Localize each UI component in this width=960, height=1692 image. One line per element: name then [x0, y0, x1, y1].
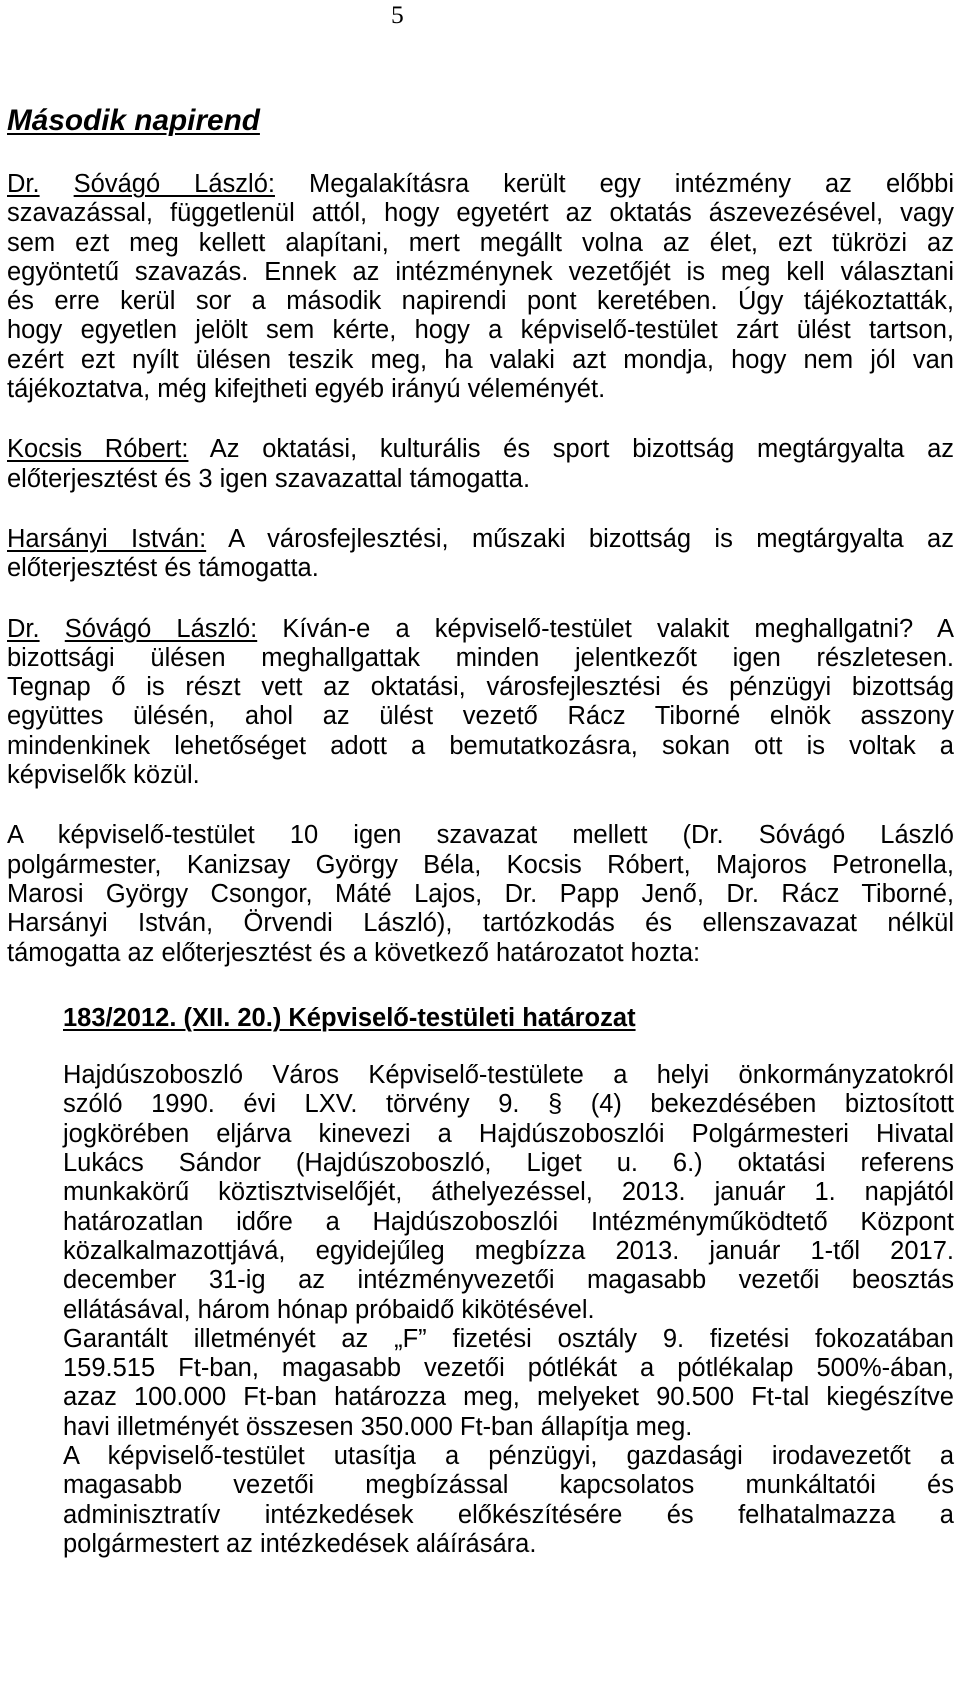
text-line: együttes ülésén, ahol az ülést vezető Rácz Tiborné elnök asszony [7, 702, 954, 731]
line-text: Megalakításra került egy intézmény az előbbi [309, 170, 955, 198]
speaker-name: Sóvágó László: [64, 614, 258, 643]
resolution-line: azaz 100.000 Ft-ban határozza meg, melyeket 90.500 Ft-tal kiegészítve [63, 1383, 954, 1412]
text-line [7, 615, 954, 644]
speaker-title: Dr. [7, 170, 40, 198]
resolution-title [63, 1004, 954, 1033]
text-line: Marosi György Csongor, Máté Lajos, Dr. Papp Jenő, Dr. Rácz Tiborné, [7, 879, 954, 908]
text-line: előterjesztést és 3 igen szavazattal támogatta. [7, 464, 531, 493]
text-line: ezért ezt nyílt ülésen teszik meg, ha valaki azt mondja, hogy nem jól van [7, 345, 954, 374]
text-line: sem ezt meg kellett alapítani, mert megállt volna az élet, ezt tükrözi az [7, 228, 954, 257]
text-line: Harsányi István, Örvendi László), tartózkodás és ellenszavazat nélkül [7, 909, 954, 938]
text-line: egyöntetű szavazás. Ennek az intézménynek vezetőjét is meg kell választani [7, 257, 954, 286]
resolution-paragraph [63, 1325, 954, 1442]
resolution-line: közalkalmazottjává, egyidejűleg megbízza 2013. január 1-től 2017. [63, 1236, 954, 1265]
text-line: tájékoztatva, még kifejtheti egyéb irányú véleményét. [7, 375, 606, 404]
speaker-name: Kocsis Róbert: [7, 435, 189, 464]
line-text: Kíván-e a képviselő-testület valakit meghallgatni? A [282, 614, 954, 643]
text-line: támogatta az előterjesztést és a következő határozatot hozta: [7, 938, 701, 967]
text-line: bizottsági ülésen meghallgattak minden jelentkezőt igen részletesen. [7, 643, 954, 672]
page-number: 5 [391, 0, 404, 29]
text-line: hogy egyetlen jelölt sem kérte, hogy a képviselő-testület zárt ülést tartson, [7, 316, 954, 345]
section-heading: Második napirend [7, 104, 260, 137]
text-line: előterjesztést és támogatta. [7, 554, 319, 583]
document-body [7, 170, 954, 1559]
resolution-paragraph [63, 1442, 954, 1559]
text-line: szavazással, függetlenül attól, hogy egyetért az oktatás ászevezésével, vagy [7, 199, 954, 228]
resolution-line: havi illetményét összesen 350.000 Ft-ban állapítja meg. [63, 1412, 693, 1441]
text-line: mindenkinek lehetőséget adott a bemutatkozásra, sokan ott is voltak a [7, 731, 954, 760]
resolution-line: magasabb vezetői megbízással kapcsolatos munkáltatói és [63, 1471, 954, 1500]
text-line [7, 170, 954, 199]
resolution-line: Lukács Sándor (Hajdúszoboszló, Liget u. 6.) oktatási referens [63, 1149, 954, 1178]
speech-paragraph [7, 525, 954, 584]
resolution-line: A képviselő-testület utasítja a pénzügyi, gazdasági irodavezetőt a [63, 1441, 954, 1470]
speaker-name: Sóvágó László: [73, 170, 275, 198]
text-line [7, 435, 954, 464]
resolution-line: Hajdúszoboszló Város Képviselő-testülete a helyi önkormányzatokról [63, 1061, 954, 1090]
resolution-line: adminisztratív intézkedések előkészítésére és felhatalmazza a [63, 1500, 954, 1529]
resolution-line: polgármestert az intézkedések aláírására. [63, 1529, 537, 1558]
speech-paragraph [7, 435, 954, 494]
text-line [7, 525, 954, 554]
line-text: A városfejlesztési, műszaki bizottság is megtárgyalta az [228, 524, 954, 553]
text-line: és erre kerül sor a második napirendi pont keretében. Úgy tájékoztatták, [7, 287, 954, 316]
text-line: polgármester, Kanizsay György Béla, Kocsis Róbert, Majoros Petronella, [7, 850, 954, 879]
resolution-line: december 31-ig az intézményvezetői magasabb vezetői beosztás [63, 1266, 954, 1295]
resolution-line: munkakörű köztisztviselőjét, áthelyezéssel, 2013. január 1. napjától [63, 1178, 954, 1207]
text-line: Tegnap ő is részt vett az oktatási, városfejlesztési és pénzügyi bizottság [7, 673, 954, 702]
resolution-paragraph [63, 1061, 954, 1325]
text-line: képviselők közül. [7, 761, 200, 790]
resolution-line: jogkörében eljárva kinevezi a Hajdúszoboszlói Polgármesteri Hivatal [63, 1119, 954, 1148]
resolution-line: ellátásával, három hónap próbaidő kikötésével. [63, 1295, 595, 1324]
resolution [63, 1004, 954, 1559]
line-text: Az oktatási, kulturális és sport bizottság megtárgyalta az [209, 435, 954, 464]
speaker-title: Dr. [7, 614, 40, 643]
speech-paragraph [7, 615, 954, 791]
speech-paragraph [7, 170, 954, 404]
text-line: A képviselő-testület 10 igen szavazat mellett (Dr. Sóvágó László [7, 821, 954, 850]
speaker-name: Harsányi István: [7, 524, 207, 553]
vote-paragraph [7, 821, 954, 967]
resolution-line: 159.515 Ft-ban, magasabb vezetői pótlékát a pótlékalap 500%-ában, [63, 1354, 954, 1383]
resolution-line: határozatlan időre a Hajdúszoboszlói Intézményműködtető Központ [63, 1207, 954, 1236]
resolution-line: Garantált illetményét az „F” fizetési osztály 9. fizetési fokozatában [63, 1324, 954, 1353]
resolution-line: szóló 1990. évi LXV. törvény 9. § (4) bekezdésében biztosított [63, 1090, 954, 1119]
resolution-title-text: 183/2012. (XII. 20.) Képviselő-testületi határozat [63, 1003, 636, 1032]
